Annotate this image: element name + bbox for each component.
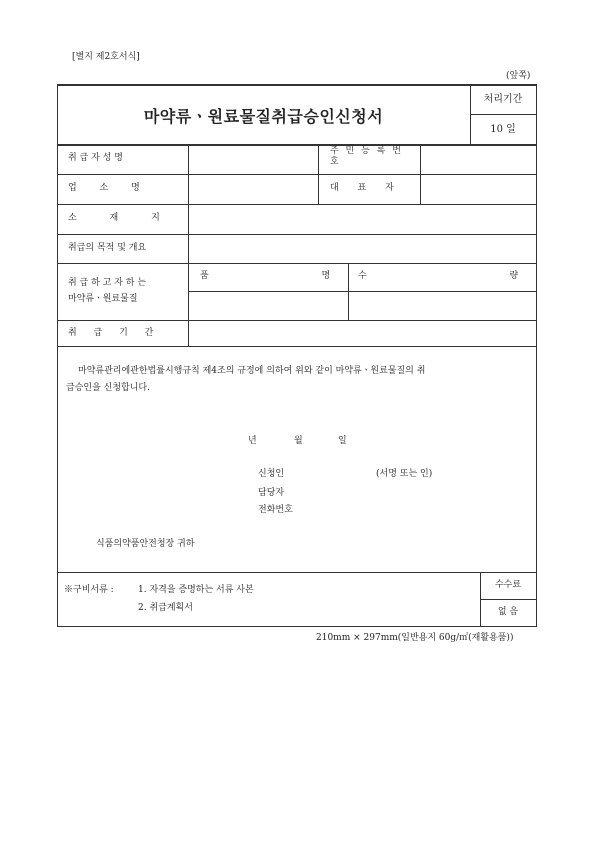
business-name-label: 업 소 명 — [68, 183, 140, 193]
resident-number-field[interactable] — [422, 146, 535, 173]
fee-label: 수수료 — [494, 580, 522, 590]
form-title: 마약류ㆍ원료물질취급승인신청서 — [143, 107, 384, 126]
fee-value: 없 음 — [497, 607, 519, 617]
location-label: 소 재 지 — [68, 213, 160, 223]
quantity-header: 수 량 — [358, 271, 519, 281]
substance-label-line1: 취 급 하 고 자 하 는 — [68, 278, 147, 288]
addressee: 식품의약품안전청장 귀하 — [96, 539, 195, 549]
phone-label: 전화번호 — [258, 505, 293, 515]
handling-period-field[interactable] — [190, 322, 535, 345]
handler-name-label: 취 급 자 성 명 — [68, 153, 123, 163]
applicant-label: 신청인 — [258, 469, 285, 479]
product-name-header: 품 명 — [200, 271, 331, 281]
required-document-1: 1. 자격을 증명하는 서류 사본 — [138, 585, 254, 595]
resident-number-label: 주 민 등 록 번 호 — [330, 146, 403, 167]
purpose-field[interactable] — [190, 236, 535, 262]
representative-field[interactable] — [422, 176, 535, 203]
handler-name-field[interactable] — [190, 146, 317, 173]
product-name-field[interactable] — [190, 293, 347, 319]
representative-label: 대 표 자 — [330, 183, 394, 193]
processing-period-label: 처리기간 — [483, 94, 523, 105]
location-field[interactable] — [190, 206, 535, 233]
statement-line-2: 급승인을 신청합니다. — [66, 383, 150, 393]
person-in-charge-label: 담당자 — [258, 488, 285, 498]
form-number: [별지 제2호서식] — [72, 52, 140, 62]
processing-period-value: 10 일 — [490, 124, 516, 135]
required-document-2: 2. 취급계획서 — [138, 603, 193, 613]
date-day-label: 일 — [338, 436, 347, 446]
paper-spec: 210mm × 297mm(일반용지 60g/㎡(재활용품)) — [316, 633, 514, 643]
quantity-field[interactable] — [350, 293, 535, 319]
date-year-label: 년 — [248, 436, 257, 446]
required-documents-label: ※구비서류 : — [64, 585, 114, 595]
statement-line-1: 마약류관리에관한법률시행규칙 제4조의 규정에 의하여 위와 같이 마약류ㆍ원료물질의 취 — [78, 366, 426, 376]
purpose-label: 취급의 목적 및 개요 — [68, 243, 147, 253]
signature-note: (서명 또는 인) — [376, 469, 433, 479]
page-side-label: (앞쪽) — [506, 71, 531, 81]
handling-period-label: 취 급 기 간 — [68, 328, 154, 338]
business-name-field[interactable] — [190, 176, 317, 203]
date-month-label: 월 — [294, 436, 303, 446]
substance-label-line2: 마약류ㆍ원료물질 — [68, 294, 138, 304]
